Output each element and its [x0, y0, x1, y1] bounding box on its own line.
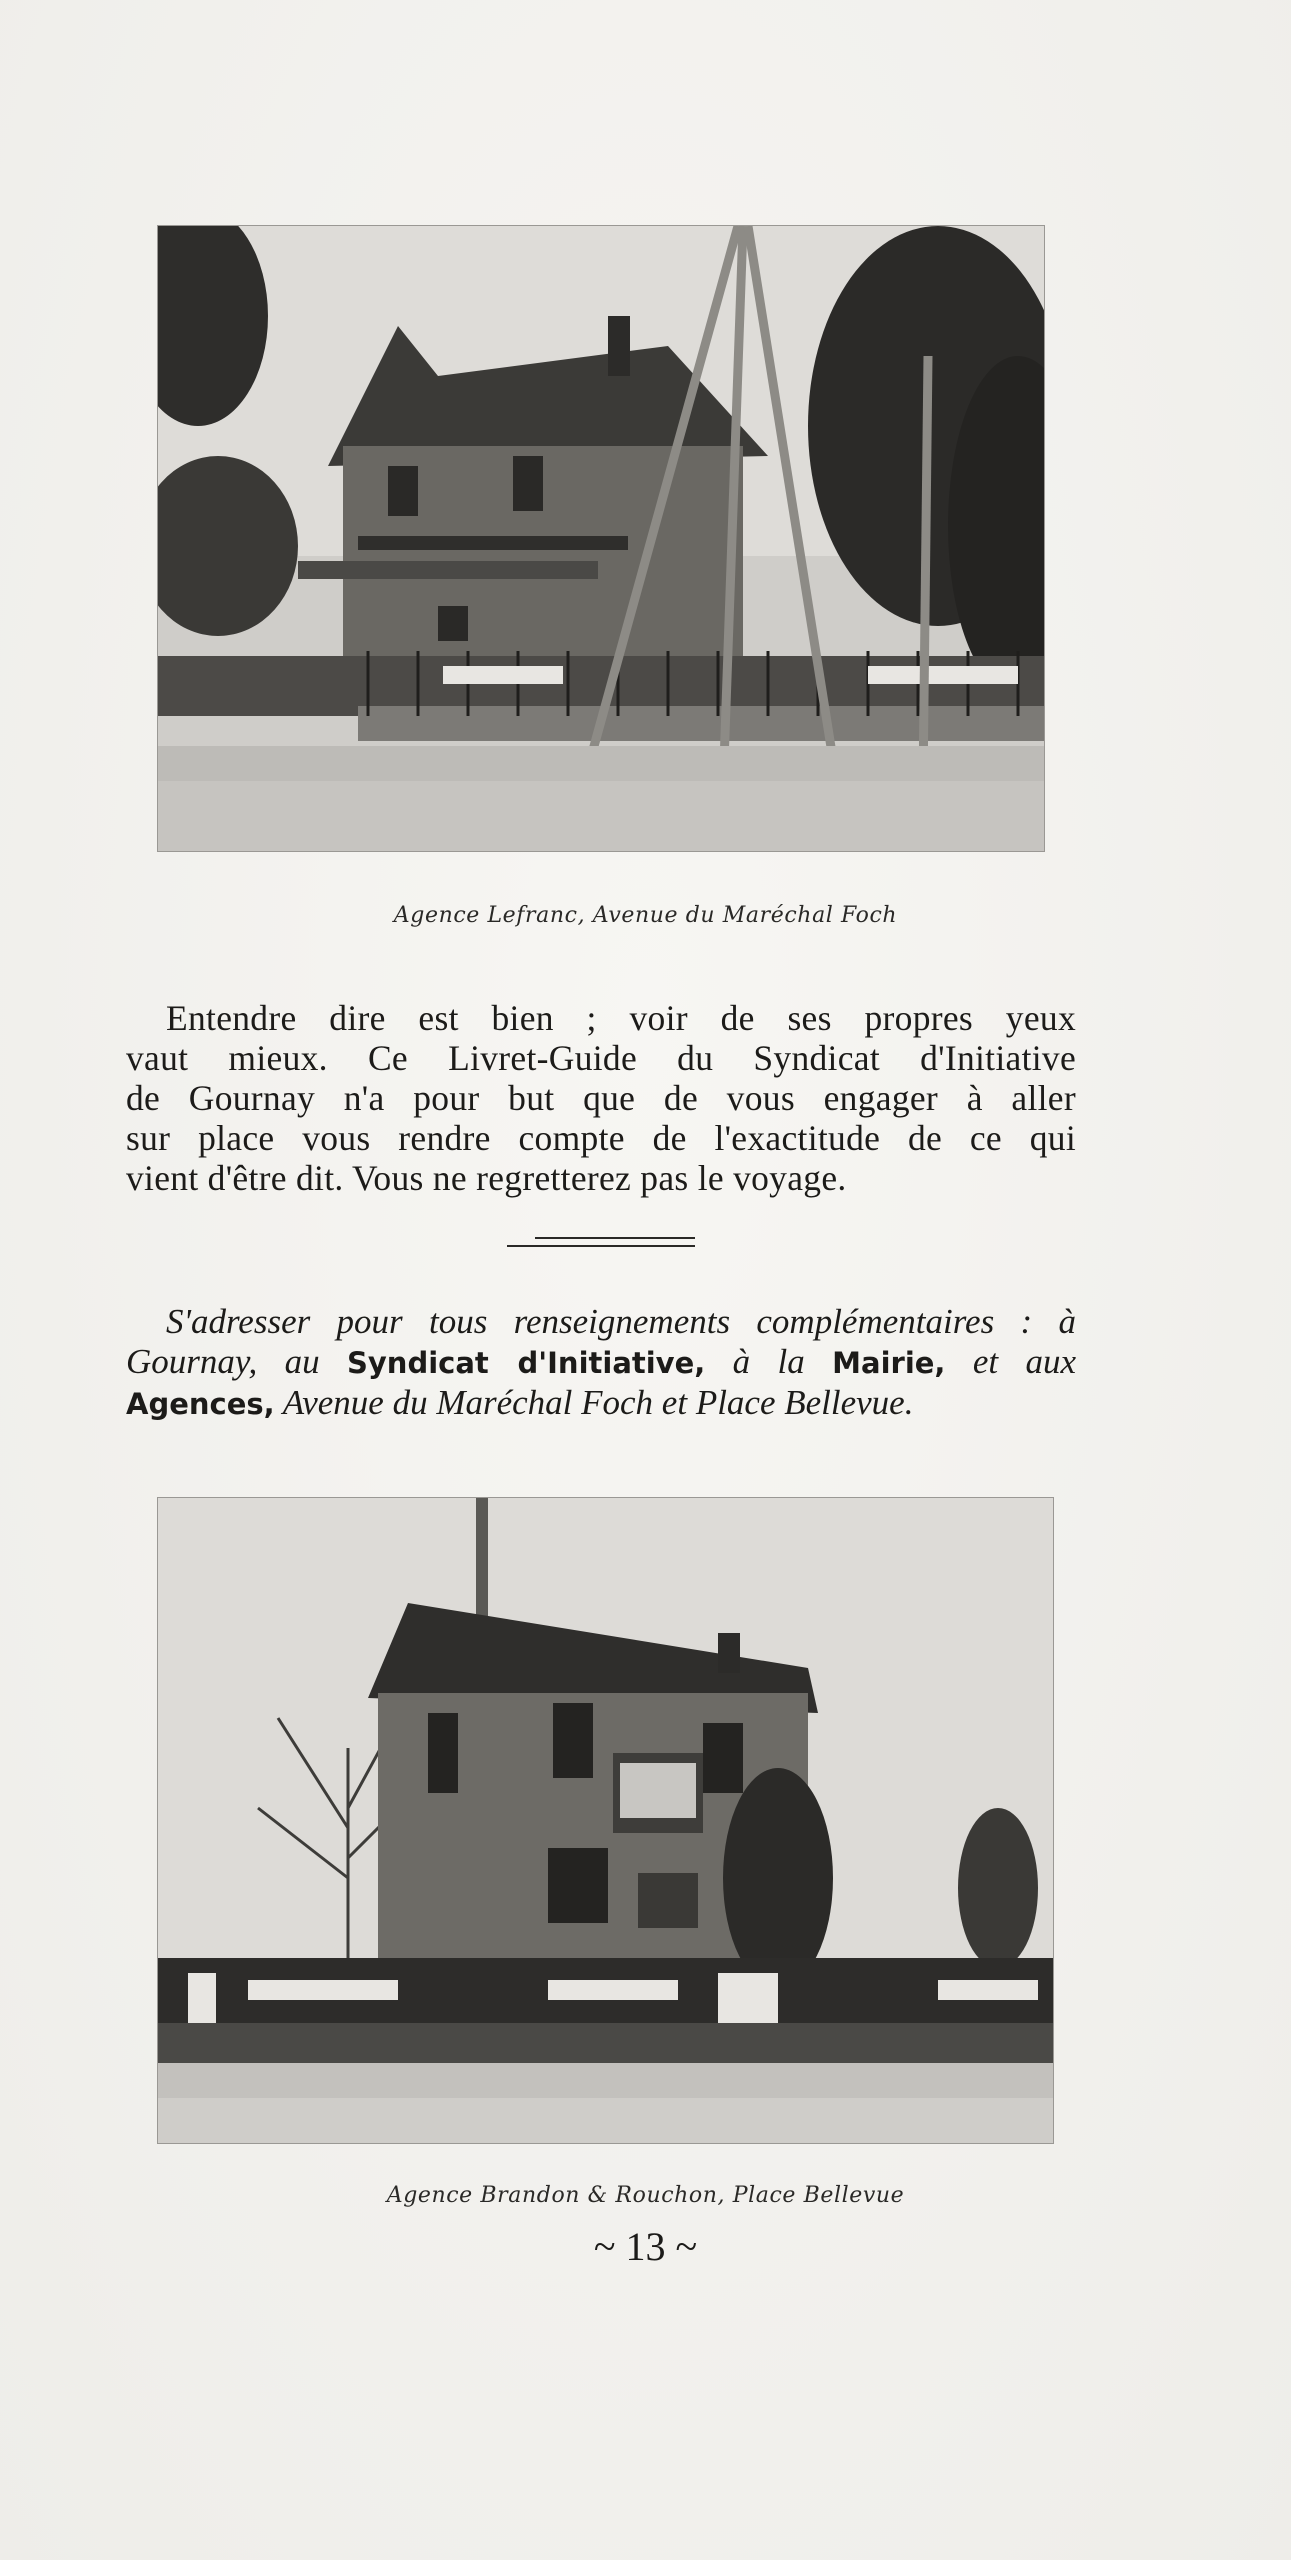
body-line: sur place vous rendre compte de l'exactitude de ce qui [126, 1118, 1076, 1158]
photo-agence-lefranc [157, 225, 1045, 852]
agences-label: Agences, [126, 1387, 275, 1421]
section-divider [507, 1237, 695, 1249]
contact-line: S'adresser pour tous renseignements complémentaires : à [166, 1302, 1076, 1341]
contact-paragraph [126, 1302, 1076, 1424]
body-line: Entendre dire est bien ; voir de ses propres yeux [166, 998, 1076, 1038]
page-number: ~ 13 ~ [593, 2224, 698, 2269]
photo-caption: Agence Brandon & Rouchon, Place Bellevue [386, 2183, 905, 2208]
syndicat-label: Syndicat d'Initiative, [347, 1346, 706, 1380]
body-line: vient d'être dit. Vous ne regretterez pas le voyage. [126, 1158, 847, 1198]
photo-caption: Agence Lefranc, Avenue du Maréchal Foch [393, 903, 898, 928]
mairie-label: Mairie, [832, 1346, 946, 1380]
contact-line: Gournay, au Syndicat d'Initiative, à la Mairie, et aux [126, 1342, 1077, 1381]
photo-agence-brandon-rouchon [157, 1497, 1054, 2144]
body-line: de Gournay n'a pour but que de vous engager à aller [126, 1078, 1076, 1118]
body-paragraph [126, 998, 1076, 1198]
contact-line: Agences, Avenue du Maréchal Foch et Place Bellevue. [126, 1383, 914, 1422]
body-line: vaut mieux. Ce Livret-Guide du Syndicat d'Initiative [126, 1038, 1076, 1078]
